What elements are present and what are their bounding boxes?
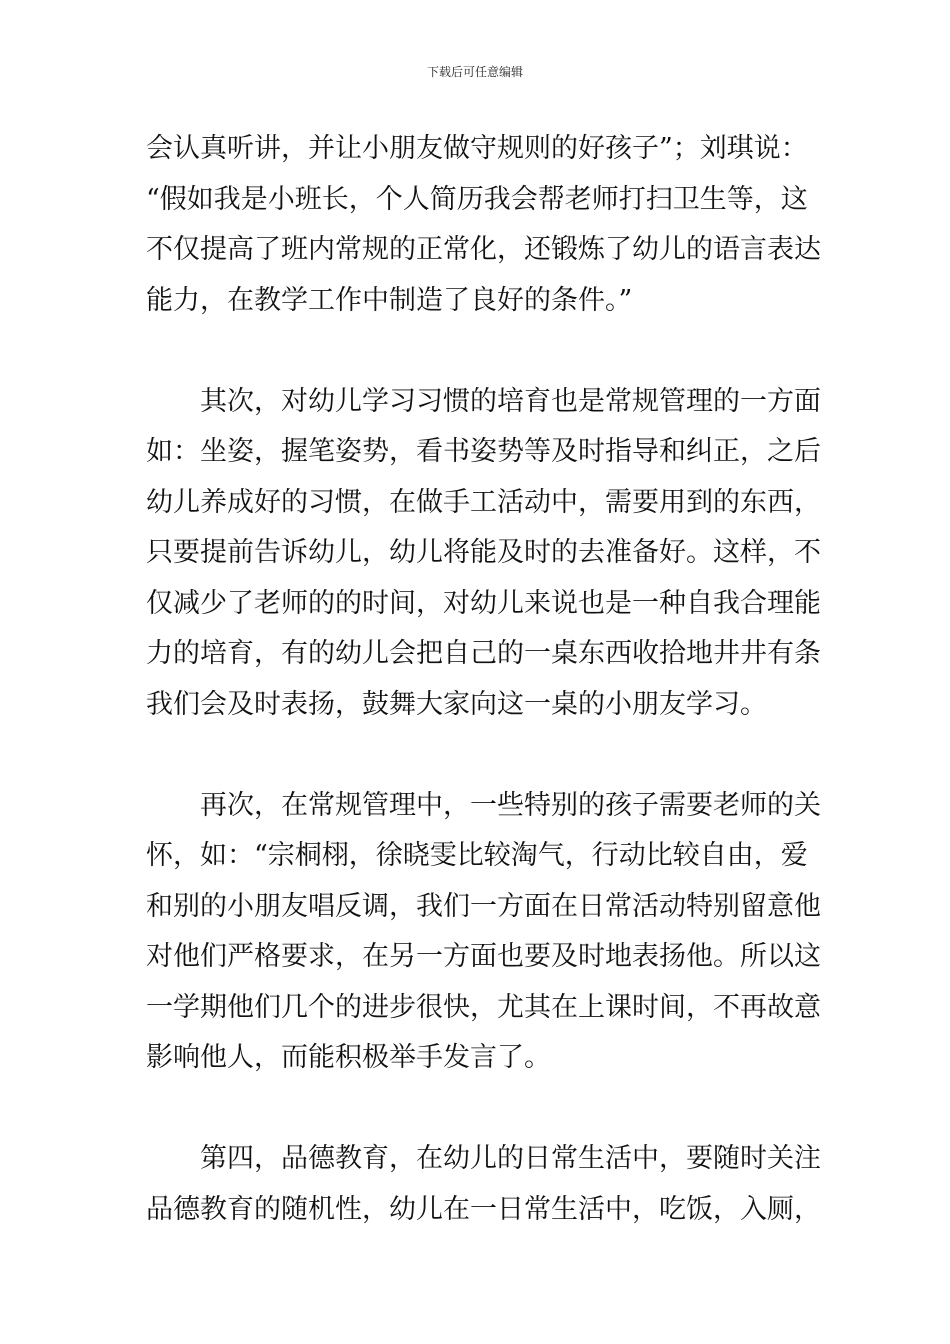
text-line: 其次，对幼儿学习习惯的培育也是常规管理的一方面 <box>200 385 821 417</box>
text-line: “假如我是小班长，个人简历我会帮老师打扫卫生等，这 <box>146 183 808 215</box>
text-line: 影响他人，而能积极举手发言了。 <box>146 1042 551 1073</box>
text-line: 只要提前告诉幼儿，幼儿将能及时的去准备好。这样，不 <box>146 537 821 568</box>
text-line: 如：坐姿，握笔姿势，看书姿势等及时指导和纠正，之后 <box>146 436 821 467</box>
text-line: 仅减少了老师的的时间，对幼儿来说也是一种自我合理能 <box>146 587 821 619</box>
paragraph-1 <box>146 124 821 326</box>
text-line: 对他们严格要求，在另一方面也要及时地表扬他。所以这 <box>146 941 821 972</box>
text-line: 和别的小朋友唱反调，我们一方面在日常活动特别留意他 <box>146 890 821 922</box>
text-line: 幼儿养成好的习惯，在做手工活动中，需要用到的东西， <box>146 486 821 518</box>
page-header: 下载后可任意编辑 <box>426 65 523 79</box>
text-line: 一学期他们几个的进步很快，尤其在上课时间，不再故意 <box>146 991 821 1023</box>
paragraph-3 <box>146 781 821 1084</box>
paragraph-4 <box>146 1134 821 1235</box>
paragraph-gap <box>146 730 818 781</box>
text-line: 会认真听讲，并让小朋友做守规则的好孩子”；刘琪说： <box>146 133 808 164</box>
paragraph-gap <box>146 1084 818 1135</box>
text-line: 不仅提高了班内常规的正常化，还锻炼了幼儿的语言表达 <box>146 234 821 265</box>
paragraph-gap <box>146 326 818 377</box>
document-body <box>146 124 821 1235</box>
text-line: 品德教育的随机性，幼儿在一日常生活中，吃饭，入厕， <box>146 1193 821 1225</box>
text-line: 我们会及时表扬，鼓舞大家向这一桌的小朋友学习。 <box>146 688 767 720</box>
text-line: 怀，如：“宗桐栩，徐晓雯比较淘气，行动比较自由，爱 <box>146 840 808 871</box>
text-line: 能力，在教学工作中制造了良好的条件。” <box>146 284 633 316</box>
text-line: 再次，在常规管理中，一些特别的孩子需要老师的关 <box>200 789 821 821</box>
paragraph-2 <box>146 377 821 731</box>
text-line: 力的培育，有的幼儿会把自己的一桌东西收拾地井井有条 <box>146 638 821 669</box>
text-line: 第四，品德教育，在幼儿的日常生活中，要随时关注 <box>200 1143 821 1174</box>
